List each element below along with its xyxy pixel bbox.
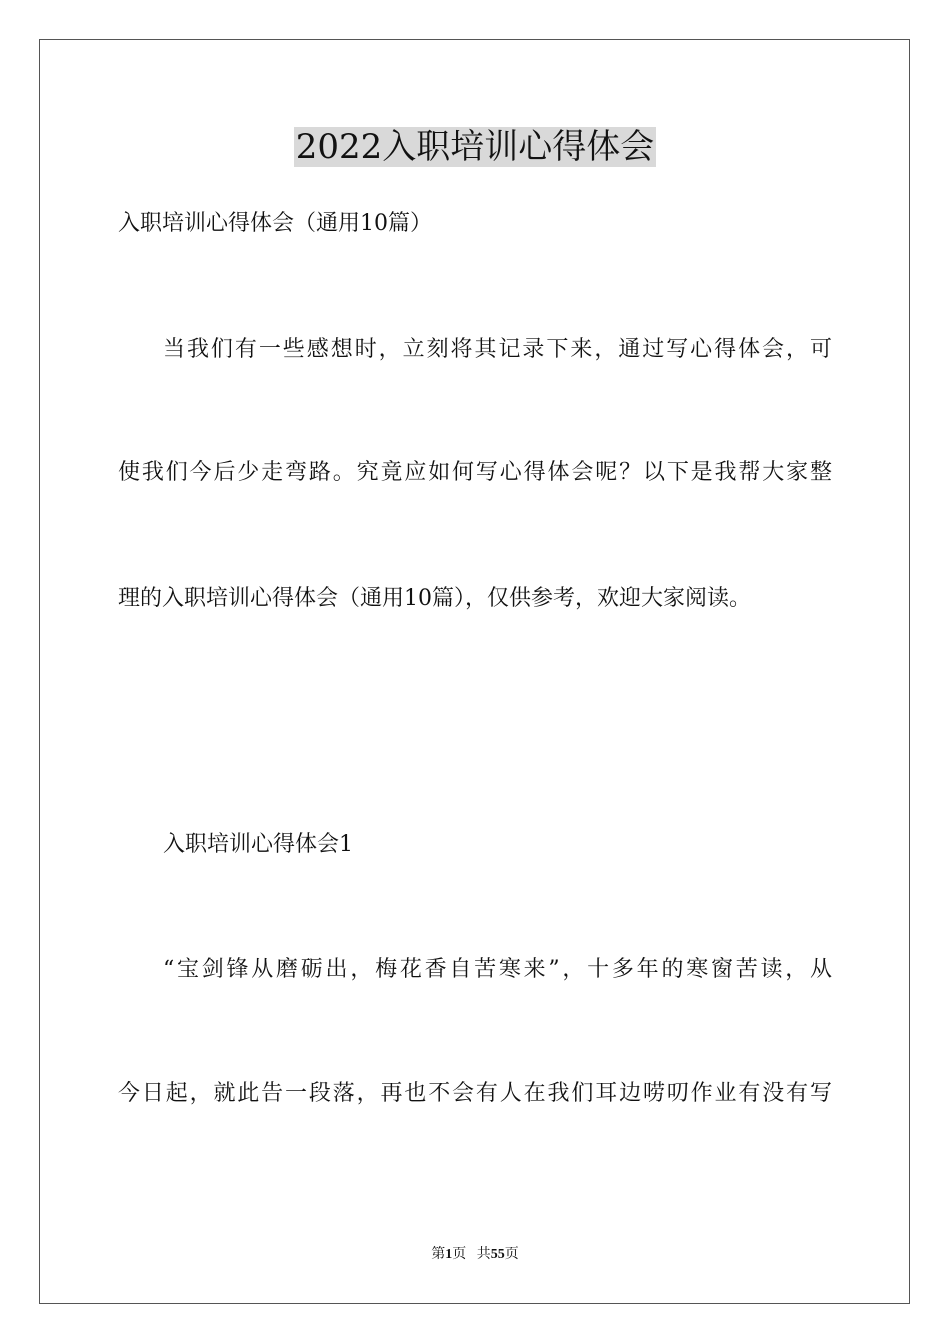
document-title: [0, 126, 950, 168]
footer-current-page: 1: [445, 1247, 453, 1262]
intro-line-1: 当我们有一些感想时，立刻将其记录下来，通过写心得体会，可: [163, 337, 832, 362]
footer-total-prefix: 共: [476, 1247, 491, 1262]
document-subtitle: 入职培训心得体会（通用10篇）: [118, 211, 432, 236]
body-line-2: 今日起，就此告一段落，再也不会有人在我们耳边唠叨作业有没有写: [118, 1081, 832, 1106]
footer-page-prefix: 第: [431, 1247, 446, 1262]
body-line-1: “宝剑锋从磨砺出，梅花香自苦寒来”，十多年的寒窗苦读，从: [163, 957, 832, 982]
footer-page-suffix: 页: [452, 1247, 467, 1262]
intro-line-2: 使我们今后少走弯路。究竟应如何写心得体会呢？以下是我帮大家整: [118, 460, 832, 485]
footer-total-pages: 55: [490, 1247, 505, 1262]
document-title-text: 2022入职培训心得体会: [295, 127, 655, 167]
intro-line-3: 理的入职培训心得体会（通用10篇），仅供参考，欢迎大家阅读。: [118, 586, 751, 611]
section-heading: 入职培训心得体会1: [163, 832, 353, 857]
page-footer: [0, 1246, 950, 1264]
footer-total-suffix: 页: [504, 1247, 519, 1262]
